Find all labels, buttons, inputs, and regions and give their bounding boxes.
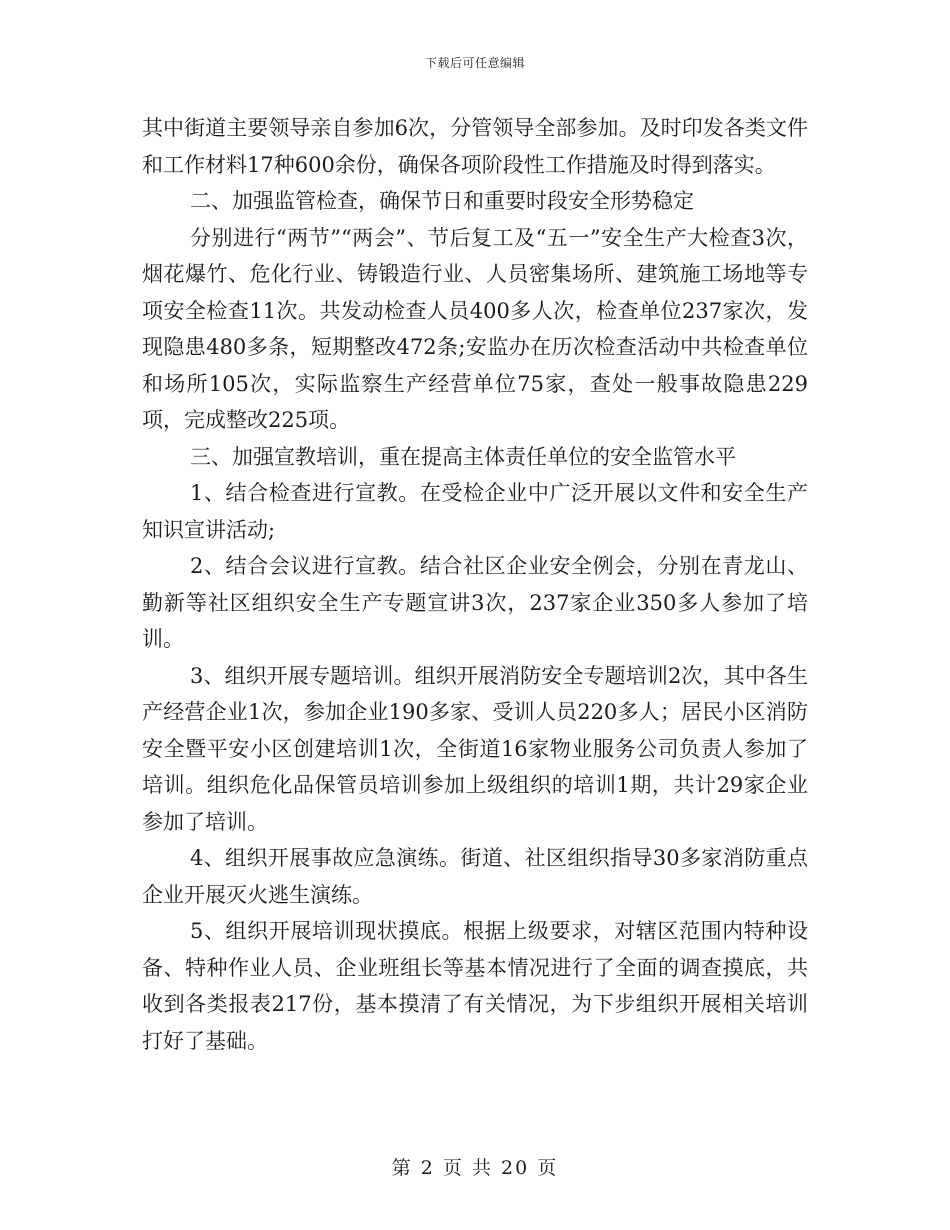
list-item-1: 1、结合检查进行宣教。在受检企业中广泛开展以文件和安全生产知识宣讲活动;	[142, 481, 808, 542]
page-number-footer: 第 2 页 共 20 页	[391, 1157, 559, 1179]
list-item-5: 5、组织开展培训现状摸底。根据上级要求，对辖区范围内特种设备、特种作业人员、企业班组长等基本情况进行了全面的调查摸底，共收到各类报表217份，基本摸清了有关情况，为下步组织开展相关培训打好了基础。	[142, 919, 808, 1053]
section-heading-2: 二、加强监管检查，确保节日和重要时段安全形势稳定	[190, 189, 694, 213]
page-header: 下载后可任意编辑	[424, 56, 525, 70]
document-body	[142, 110, 808, 1059]
list-item-4: 4、组织开展事故应急演练。街道、社区组织指导30多家消防重点企业开展灭火逃生演练。	[142, 846, 808, 907]
section-heading-3: 三、加强宣教培训，重在提高主体责任单位的安全监管水平	[190, 444, 736, 469]
list-item-2: 2、结合会议进行宣教。结合社区企业安全例会，分别在青龙山、勤新等社区组织安全生产专题宣讲3次，237家企业350多人参加了培训。	[142, 554, 808, 651]
paragraph-inspections: 分别进行“两节”“两会”、节后复工及“五一”安全生产大检查3次，烟花爆竹、危化行业、铸锻造行业、人员密集场所、建筑施工场地等专项安全检查11次。共发动检查人员400多人次，检查单位237家次，发现隐患480多条，短期整改472条;安监办在历次检查活动中共检查单位和场所105次，实际监察生产经营单位75家，查处一般事故隐患229项，完成整改225项。	[142, 225, 808, 432]
list-item-3: 3、组织开展专题培训。组织开展消防安全专题培训2次，其中各生产经营企业1次，参加企业190多家、受训人员220多人；居民小区消防安全暨平安小区创建培训1次，全街道16家物业服务公司负责人参加了培训。组织危化品保管员培训参加上级组织的培训1期，共计29家企业参加了培训。	[142, 663, 808, 834]
paragraph-continuation: 其中街道主要领导亲自参加6次，分管领导全部参加。及时印发各类文件和工作材料17种600余份，确保各项阶段性工作措施及时得到落实。	[142, 116, 808, 177]
